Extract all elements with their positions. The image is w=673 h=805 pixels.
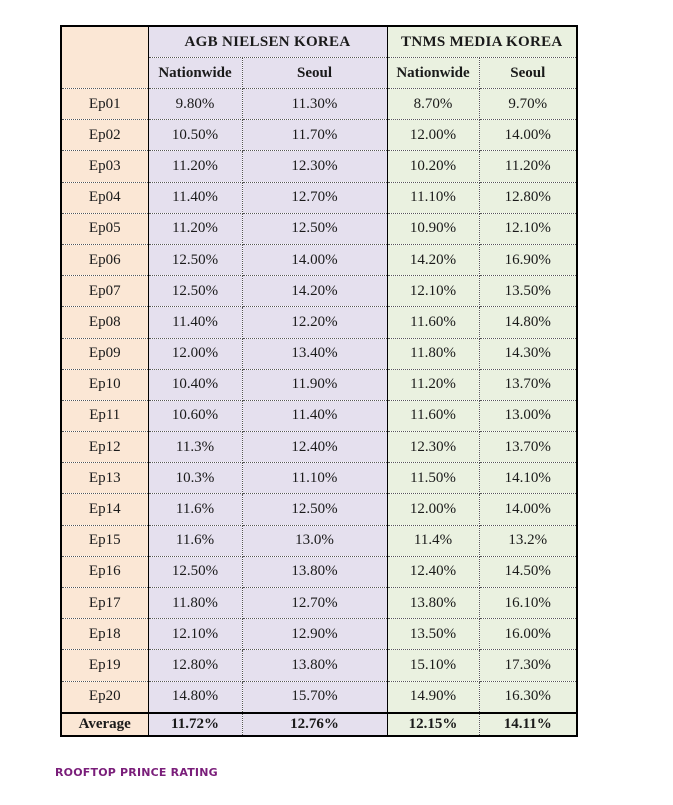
table-row (61, 463, 577, 494)
group-header-row (61, 26, 577, 58)
agb-nationwide-cell: 12.00% (148, 338, 242, 369)
table-row (61, 400, 577, 431)
agb-nationwide-cell: 11.6% (148, 525, 242, 556)
agb-seoul-cell: 11.70% (242, 120, 387, 151)
tnms-seoul-cell: 12.10% (479, 213, 577, 244)
table-row (61, 650, 577, 681)
agb-nationwide-cell: 11.40% (148, 307, 242, 338)
chart-caption: ROOFTOP PRINCE RATING (55, 766, 218, 779)
table-row (61, 151, 577, 182)
agb-seoul-cell: 13.80% (242, 650, 387, 681)
tnms-nationwide-cell: 13.80% (387, 588, 479, 619)
agb-seoul-header: Seoul (242, 58, 387, 89)
tnms-seoul-cell: 14.10% (479, 463, 577, 494)
tnms-nationwide-cell: 11.60% (387, 400, 479, 431)
tnms-nationwide-cell: 11.50% (387, 463, 479, 494)
tnms-seoul-cell: 9.70% (479, 89, 577, 120)
agb-nationwide-cell: 11.20% (148, 151, 242, 182)
tnms-seoul-cell: 13.70% (479, 432, 577, 463)
agb-seoul-cell: 13.80% (242, 556, 387, 587)
agb-nationwide-cell: 11.3% (148, 432, 242, 463)
episode-cell: Ep07 (61, 276, 148, 307)
table-row (61, 213, 577, 244)
agb-nationwide-cell: 10.50% (148, 120, 242, 151)
episode-cell: Ep09 (61, 338, 148, 369)
tnms-seoul-cell: 17.30% (479, 650, 577, 681)
agb-seoul-cell: 12.50% (242, 213, 387, 244)
table-row (61, 338, 577, 369)
tnms-nationwide-cell: 14.90% (387, 681, 479, 713)
episode-cell: Ep19 (61, 650, 148, 681)
agb-nationwide-cell: 12.50% (148, 276, 242, 307)
corner-cell (61, 26, 148, 89)
episode-cell: Ep08 (61, 307, 148, 338)
episode-cell: Ep01 (61, 89, 148, 120)
tnms-seoul-cell: 14.30% (479, 338, 577, 369)
episode-cell: Ep17 (61, 588, 148, 619)
average-row (61, 713, 577, 736)
table-row (61, 494, 577, 525)
tnms-nationwide-cell: 12.40% (387, 556, 479, 587)
episode-cell: Ep05 (61, 213, 148, 244)
agb-seoul-cell: 11.30% (242, 89, 387, 120)
agb-nationwide-cell: 12.50% (148, 244, 242, 275)
agb-seoul-cell: 12.70% (242, 182, 387, 213)
agb-seoul-cell: 12.30% (242, 151, 387, 182)
tnms-nationwide-cell: 10.90% (387, 213, 479, 244)
agb-nationwide-cell: 11.6% (148, 494, 242, 525)
episode-cell: Ep02 (61, 120, 148, 151)
agb-seoul-cell: 12.20% (242, 307, 387, 338)
tnms-seoul-cell: 12.80% (479, 182, 577, 213)
table-row (61, 525, 577, 556)
agb-seoul-cell: 13.40% (242, 338, 387, 369)
tnms-nationwide-cell: 14.20% (387, 244, 479, 275)
tnms-seoul-cell: 16.30% (479, 681, 577, 713)
tnms-seoul-cell: 13.70% (479, 369, 577, 400)
tnms-nationwide-cell: 12.00% (387, 120, 479, 151)
tnms-nationwide-header: Nationwide (387, 58, 479, 89)
tnms-nationwide-cell: 10.20% (387, 151, 479, 182)
agb-nationwide-cell: 10.60% (148, 400, 242, 431)
table-row (61, 307, 577, 338)
agb-seoul-cell: 12.70% (242, 588, 387, 619)
tnms-nationwide-cell: 15.10% (387, 650, 479, 681)
agb-nationwide-cell: 10.40% (148, 369, 242, 400)
tnms-seoul-header: Seoul (479, 58, 577, 89)
table-row (61, 120, 577, 151)
episode-cell: Ep11 (61, 400, 148, 431)
tnms-seoul-cell: 14.00% (479, 120, 577, 151)
tnms-nationwide-cell: 12.10% (387, 276, 479, 307)
table-row (61, 89, 577, 120)
agb-seoul-cell: 11.40% (242, 400, 387, 431)
table-row (61, 556, 577, 587)
tnms-nationwide-cell: 11.4% (387, 525, 479, 556)
ratings-table (60, 25, 578, 737)
agb-seoul-cell: 11.90% (242, 369, 387, 400)
tnms-seoul-cell: 14.80% (479, 307, 577, 338)
agb-nationwide-cell: 12.10% (148, 619, 242, 650)
tnms-nationwide-cell: 11.80% (387, 338, 479, 369)
tnms-seoul-cell: 13.2% (479, 525, 577, 556)
tnms-seoul-cell: 11.20% (479, 151, 577, 182)
episode-cell: Ep18 (61, 619, 148, 650)
average-label: Average (61, 713, 148, 736)
tnms-seoul-cell: 14.50% (479, 556, 577, 587)
tnms-seoul-cell: 13.50% (479, 276, 577, 307)
agb-nationwide-header: Nationwide (148, 58, 242, 89)
tnms-seoul-cell: 16.10% (479, 588, 577, 619)
agb-nationwide-cell: 11.40% (148, 182, 242, 213)
tnms-seoul-cell: 16.90% (479, 244, 577, 275)
table-row (61, 619, 577, 650)
episode-cell: Ep04 (61, 182, 148, 213)
average-tnms-nationwide: 12.15% (387, 713, 479, 736)
agb-nationwide-cell: 11.20% (148, 213, 242, 244)
agb-nationwide-cell: 12.80% (148, 650, 242, 681)
episode-cell: Ep06 (61, 244, 148, 275)
tnms-nationwide-cell: 11.10% (387, 182, 479, 213)
tnms-seoul-cell: 13.00% (479, 400, 577, 431)
agb-seoul-cell: 11.10% (242, 463, 387, 494)
tnms-seoul-cell: 14.00% (479, 494, 577, 525)
average-agb-nationwide: 11.72% (148, 713, 242, 736)
table-row (61, 182, 577, 213)
episode-cell: Ep12 (61, 432, 148, 463)
tnms-nationwide-cell: 8.70% (387, 89, 479, 120)
agb-nationwide-cell: 12.50% (148, 556, 242, 587)
episode-cell: Ep03 (61, 151, 148, 182)
tnms-nationwide-cell: 12.00% (387, 494, 479, 525)
episode-cell: Ep10 (61, 369, 148, 400)
agb-nationwide-cell: 9.80% (148, 89, 242, 120)
agb-seoul-cell: 14.20% (242, 276, 387, 307)
table-row (61, 681, 577, 713)
agb-seoul-cell: 12.50% (242, 494, 387, 525)
tnms-nationwide-cell: 11.60% (387, 307, 479, 338)
tnms-nationwide-cell: 13.50% (387, 619, 479, 650)
agb-seoul-cell: 12.40% (242, 432, 387, 463)
agb-nationwide-cell: 11.80% (148, 588, 242, 619)
tnms-group-header: TNMS MEDIA KOREA (387, 26, 577, 58)
agb-nationwide-cell: 14.80% (148, 681, 242, 713)
tnms-seoul-cell: 16.00% (479, 619, 577, 650)
agb-group-header: AGB NIELSEN KOREA (148, 26, 387, 58)
episode-cell: Ep15 (61, 525, 148, 556)
agb-seoul-cell: 15.70% (242, 681, 387, 713)
average-tnms-seoul: 14.11% (479, 713, 577, 736)
episode-cell: Ep13 (61, 463, 148, 494)
table-row (61, 432, 577, 463)
episode-cell: Ep14 (61, 494, 148, 525)
episode-cell: Ep16 (61, 556, 148, 587)
agb-seoul-cell: 12.90% (242, 619, 387, 650)
agb-seoul-cell: 14.00% (242, 244, 387, 275)
agb-nationwide-cell: 10.3% (148, 463, 242, 494)
table-row (61, 276, 577, 307)
table-row (61, 244, 577, 275)
agb-seoul-cell: 13.0% (242, 525, 387, 556)
tnms-nationwide-cell: 11.20% (387, 369, 479, 400)
tnms-nationwide-cell: 12.30% (387, 432, 479, 463)
average-agb-seoul: 12.76% (242, 713, 387, 736)
table-row (61, 369, 577, 400)
episode-cell: Ep20 (61, 681, 148, 713)
table-row (61, 588, 577, 619)
